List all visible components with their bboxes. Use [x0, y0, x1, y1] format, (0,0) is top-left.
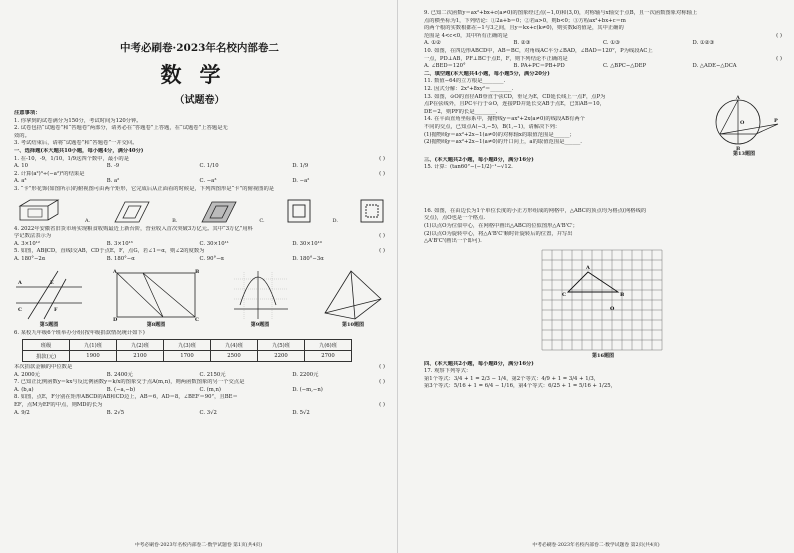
- question-6: 6. 某校九年级6个班举办分组(按年级捐款情况统计如下): [14, 329, 145, 336]
- q13-block: [424, 94, 782, 157]
- table-cell: 九(2)班: [117, 340, 164, 351]
- section-4-title: 四、(本大题共2小题，每小题8分，满分16分): [424, 360, 534, 367]
- section-1-title: 一、选择题(本大题共10小题，每小题4分，满分40分): [14, 147, 144, 154]
- svg-text:F: F: [54, 306, 58, 313]
- q10-option-b: B. PA+PC＝PB+PD: [513, 63, 565, 70]
- q7-options: [14, 387, 385, 395]
- question-9c: 的两个根的实数根都在−1与3之间，且y＝kx+c(k≠0)，则实数k的值是，其中正确的: [424, 25, 624, 32]
- q4-option-d: D. 30×10¹⁰: [292, 240, 322, 247]
- q8-option-a: A. 9/2: [14, 409, 30, 416]
- section-2-title: 二、填空题(本大题共4小题，每小题5分，满分20分): [424, 70, 550, 77]
- note-3: 3. 考试结束后，请将“试题卷”和“答题卷”一并交回。: [14, 140, 138, 147]
- q6-option-a: A. 2000元: [14, 371, 40, 378]
- label-a: A: [586, 264, 590, 271]
- figure-13: A B O P 第13题图: [706, 94, 782, 157]
- triangle-abc: [568, 272, 618, 292]
- q7-option-a: A. (b,a): [14, 386, 34, 393]
- figure-9: 第9题图: [228, 269, 292, 328]
- q9-option-c: C. ①③: [603, 40, 620, 47]
- q3-option-d: D.: [332, 217, 338, 224]
- q2-option-b: B. a²: [106, 178, 120, 185]
- table-cell: 2200: [258, 351, 305, 362]
- table-cell: 九(6)班: [305, 340, 352, 351]
- q3-figures: [14, 196, 385, 224]
- q4-options: [14, 241, 385, 249]
- question-1: ( ) 1. 在-10，-9，1/10，1/9这四个数中，最小的是: [14, 155, 385, 162]
- table-cell: 1700: [164, 351, 211, 362]
- q1-option-c: C. 1/10: [199, 163, 219, 170]
- q9-option-d: D. ①②③: [692, 40, 715, 47]
- page-footer-left: 中考必刷卷·2023年名校内部卷二·数学试题卷 第1页(共4页): [134, 543, 263, 548]
- question-16d: (2)以点O为旋转中心，将△A'B'C'顺时针旋转后的位置，并写出: [424, 230, 573, 237]
- table-cell: 1900: [70, 351, 117, 362]
- question-16b: 交点)，点O也是一个格点.: [424, 215, 486, 222]
- table-row: [23, 340, 352, 351]
- question-4: 4. 2022年安徽省旧货市场实现粮食收购最近上新台阶，营业收入首次突破3万亿元。其中“3万亿”用科: [14, 225, 253, 232]
- q5-options: [14, 256, 385, 264]
- question-14: 14. 在平面直角坐标系中，抛物线y＝ax²+2x(a≠0)的线段AB有两个: [424, 116, 585, 123]
- label-o: O: [610, 305, 615, 312]
- question-7: ( ) 7. 已知正比例函数y＝kx与反比例函数y＝k/x的图象交于点A(m,n)，则两函数图象的另一个交点是: [14, 379, 385, 386]
- question-8b: ( ) EF，点M为EF的中点，则MD的长为: [14, 402, 385, 409]
- section-3-title: 三、(本大题共2小题，每小题8分，满分16分): [424, 156, 534, 163]
- q7-option-b: B. (−a,−b): [106, 386, 136, 393]
- question-8: 8. 如图，点E，F分别在矩形ABCD的AB和CD边上，AB＝6，AD＝8，∠BEF＝90°，且BE＝: [14, 394, 238, 401]
- q4-option-a: A. 3×10¹²: [14, 240, 40, 247]
- question-17: 17. 观察下列等式：: [424, 368, 472, 375]
- q6-option-c: C. 2150元: [199, 371, 226, 378]
- table-cell: 九(1)班: [70, 340, 117, 351]
- table-cell: 班级: [23, 340, 70, 351]
- question-14c: (1)抛物线y＝ax²+2x−1(a≠0)的对称轴x的取值范围是______；: [424, 131, 575, 138]
- question-4b: ( ) 学记数法表示为: [14, 233, 385, 240]
- q3-option-c: C.: [259, 217, 265, 224]
- table-cell: 九(5)班: [258, 340, 305, 351]
- svg-text:C: C: [18, 306, 22, 313]
- q3-option-b-figure: [198, 200, 238, 224]
- q10-option-d: D. △ADE∽△DCA: [692, 63, 737, 70]
- table-cell: 2700: [305, 351, 352, 362]
- question-16c: (1)以点O为位似中心，在网格中画出△ABC的位似图形△A'B'C'；: [424, 222, 578, 229]
- svg-text:P: P: [774, 117, 778, 124]
- svg-text:A: A: [113, 268, 117, 275]
- question-10: 10. 如图，在四边形ABCD中，AB＝BC，对角线AC平分∠BAD，∠BAD＝120°，P为线段AC上: [424, 47, 653, 54]
- question-12: 12. 因式分解：2x²+8xy²＝________.: [424, 85, 514, 92]
- question-2: ( ) 2. 计算(a²)³÷(−a²)²的结果是: [14, 170, 385, 177]
- svg-text:O: O: [740, 119, 745, 126]
- q8-option-b: B. 2√5: [106, 409, 125, 416]
- table-row: [23, 351, 352, 362]
- note-2: 2. 试卷包括“试题卷”和“答题卷”两部分，请务必在“答题卷”上答题，在“试题卷”上答题是无: [14, 125, 228, 132]
- question-13c: DE＝2，则PF的长是________.: [424, 108, 498, 115]
- q6-option-d: D. 2200元: [292, 371, 319, 378]
- figure-10: 第10题图: [321, 269, 385, 328]
- donation-table: [22, 339, 352, 362]
- q5-option-a: A. 180°−2α: [14, 255, 46, 262]
- question-3: 3. “卡”形花饰(如图所示)的俯视图可由两个矩形，它完成后从正面看的时候是，下列四图形是“卡”的俯视图的是: [14, 185, 275, 192]
- subject-title: 数学: [160, 62, 239, 87]
- svg-text:A: A: [18, 279, 22, 286]
- note-1: 1. 你拿到的试卷满分为150分，考试时间为120分钟。: [14, 117, 142, 124]
- question-6b: ( ) 本次捐款金额的中位数是: [14, 364, 385, 371]
- q8-option-d: D. 5√2: [292, 409, 310, 416]
- q10-options: [424, 63, 782, 71]
- q3-option-b: B.: [172, 217, 178, 224]
- question-14d: (2)抛物线y＝ax²+2x−1(a≠0)的开口向上，a的取值范围是______.: [424, 139, 582, 146]
- q3-option-c-figure: [286, 198, 312, 224]
- paper-type: （试题卷）: [174, 95, 225, 106]
- figure-row: [14, 266, 385, 328]
- figure-5: E F A C 第5题图: [14, 269, 84, 328]
- svg-text:A: A: [736, 94, 740, 101]
- figure-16: A C B O 第16题图: [424, 248, 782, 359]
- svg-text:C: C: [195, 316, 199, 321]
- svg-text:E: E: [50, 279, 54, 286]
- question-13: 13. 如图，⊙O的直径AB垂直于弦CD，垂足为E，CD延长线上一点F，点P为: [424, 93, 606, 100]
- question-10b: ( ) 一点，PD⊥AB，PF⊥BC于点E，F，则下列结论不正确的是: [424, 55, 782, 62]
- q1-option-b: B. -9: [106, 163, 120, 170]
- question-16e: △A'B'C'(画出一个即可).: [424, 238, 482, 245]
- question-9b: 点的横坐标为1，下列结论：①2a+b＝0；②若a>0，则b<0；③方程ax²+bx+c＝m: [424, 17, 626, 24]
- question-11: 11. 数值−64的立方根是________.: [424, 78, 506, 85]
- notes-title: 注意事项：: [14, 110, 41, 116]
- table-cell: 九(3)班: [164, 340, 211, 351]
- q8-option-c: C. 3√2: [199, 409, 217, 416]
- q4-option-c: C. 30×10¹¹: [199, 240, 229, 247]
- question-16: 16. 如图，在由边长为1个单位长度的小正方形组成的网格中，△ABC的顶点均为格点(网格线的: [424, 207, 647, 214]
- question-14b: 不同的交点，已知点A(−3,−5)，B(1,−1)，请解决下列：: [424, 123, 561, 130]
- q6-options: [14, 372, 385, 380]
- exam-header: 中考必刷卷·2023年名校内部卷二: [120, 42, 279, 54]
- question-9d: ( ) 范围是 4<c<0，其中所有正确的是: [424, 32, 782, 39]
- q4-option-b: B. 3×10¹³: [106, 240, 133, 247]
- label-b: B: [620, 291, 625, 298]
- q5-option-c: C. 90°−α: [199, 255, 225, 262]
- q7-option-d: D. (−m,−n): [292, 386, 323, 393]
- question-15: 15. 计算：(tan60°−(−1/2)⁻¹−√12.: [424, 164, 513, 171]
- flower-frame-figure: [14, 198, 64, 224]
- q3-option-a: A.: [84, 217, 91, 224]
- q7-option-c: C. (m,n): [199, 386, 221, 393]
- right-page: [397, 0, 794, 553]
- svg-text:B: B: [736, 145, 741, 150]
- q3-option-d-figure: [359, 198, 385, 224]
- table-cell: 2100: [117, 351, 164, 362]
- table-cell: 捐款(元): [23, 351, 70, 362]
- q5-option-d: D. 180°−3α: [292, 255, 324, 262]
- q1-option-a: A. 10: [14, 163, 28, 170]
- q2-option-a: A. a³: [14, 178, 27, 185]
- q1-options: [14, 163, 385, 171]
- svg-text:D: D: [113, 316, 118, 321]
- q6-option-b: B. 2400元: [106, 371, 133, 378]
- q2-options: [14, 178, 385, 186]
- note-2b: 效的。: [14, 132, 30, 139]
- table-cell: 九(4)班: [211, 340, 258, 351]
- q9-options: [424, 40, 782, 48]
- label-c: C: [562, 291, 566, 298]
- equation-line-1: 第1个等式：3/4 + 1 = 2/3 − 1/4，第2个等式：4/9 + 1 = 3/4 + 1/3，: [424, 375, 600, 382]
- question-9: 9. 已知二次函数y＝ax²+bx+c(a≠0)的图象经过点(−1,0)和(3,0)，对称轴与x轴交于点B，且一次函数图象对称轴上: [424, 10, 698, 16]
- q10-option-c: C. △BPC∽△DEP: [603, 63, 647, 70]
- grid-figure: [538, 248, 668, 352]
- q3-option-a-figure: [111, 200, 151, 224]
- q1-option-d: D. 1/9: [292, 163, 309, 170]
- question-5: ( ) 5. 如图，AB∥CD，直线l交AB，CD于点E，F，点G，若∠1＝α，则∠2的度数为: [14, 248, 385, 255]
- figure-8: A D C B 第8题图: [113, 268, 199, 328]
- q2-option-c: C. −a³: [199, 178, 217, 185]
- question-13b: 点P在弦线外，且PC平行于⊙O，连接PD并延长交AB于点E，已知AB＝10，: [424, 101, 605, 108]
- page-footer-right: 中考必刷卷·2023年名校内部卷二·数学试题卷 第2页(共4页): [532, 543, 660, 548]
- q10-option-a: A. ∠BED＝120°: [424, 63, 466, 70]
- q9-option-a: A. ①②: [424, 40, 441, 47]
- q9-option-b: B. ②③: [513, 40, 531, 47]
- equation-line-2: 第3个等式：5/16 + 1 = 6/4 − 1/16，第4个等式：6/25 + 1 = 5/16 + 1/25，: [424, 383, 616, 390]
- table-cell: 2500: [211, 351, 258, 362]
- svg-text:B: B: [195, 268, 199, 275]
- q8-options: [14, 410, 385, 418]
- q2-option-d: D. −a²: [292, 178, 310, 185]
- q5-option-b: B. 180°−α: [106, 255, 135, 262]
